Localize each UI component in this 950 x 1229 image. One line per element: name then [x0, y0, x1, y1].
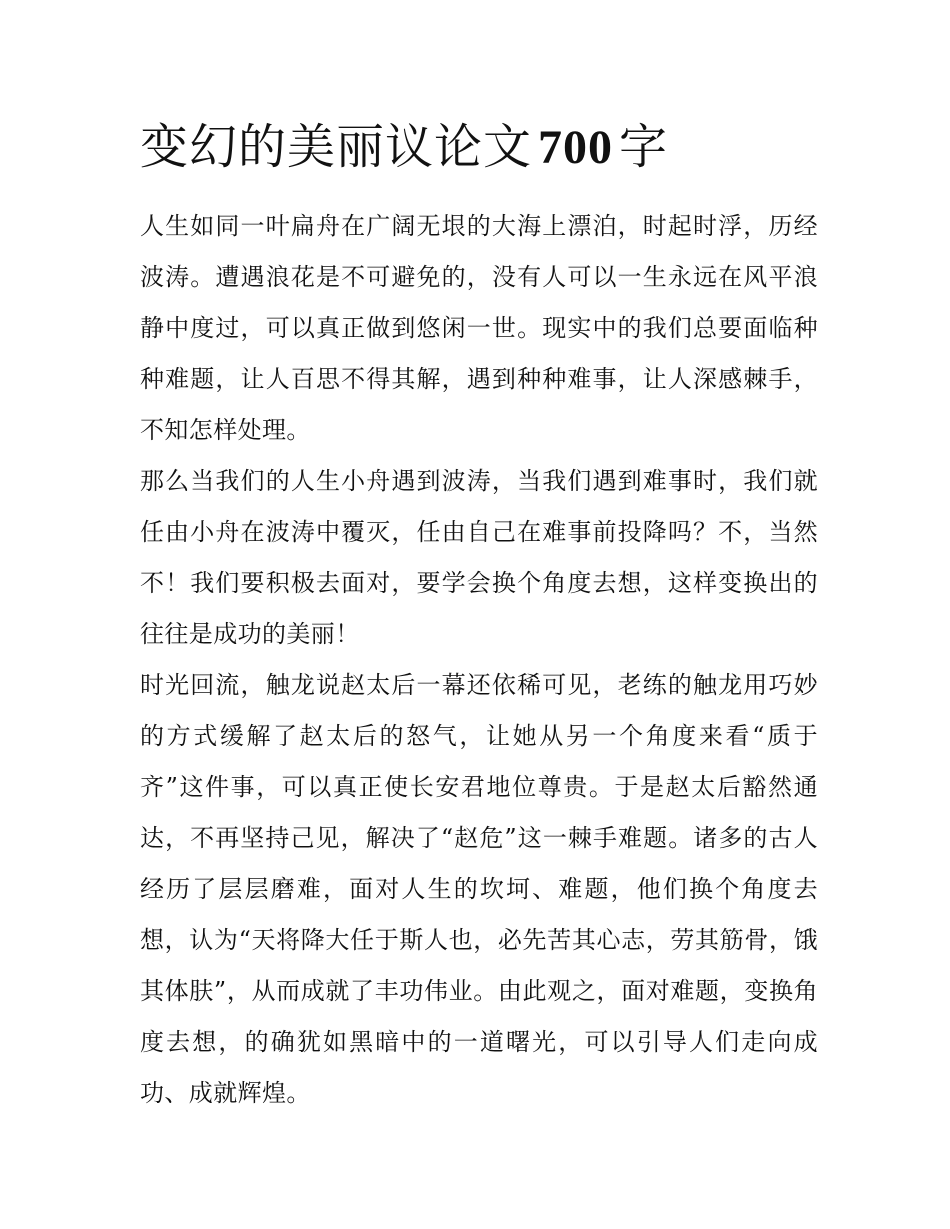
paragraph-1: 人生如同一叶扁舟在广阔无垠的大海上漂泊，时起时浮，历经波涛。遭遇浪花是不可避免的，没有人可以一生永远在风平浪静中度过，可以真正做到悠闲一世。现实中的我们总要面临种种难题，让人百思不得其解，遇到种种难事，让人深感棘手，不知怎样处理。 [140, 212, 818, 444]
title-number: 700 [538, 121, 614, 174]
paragraph-2: 那么当我们的人生小舟遇到波涛，当我们遇到难事时，我们就任由小舟在波涛中覆灭，任由自己在难事前投降吗？不，当然不！我们要积极去面对，要学会换个角度去想，这样变换出的往往是成功的美丽！ [140, 467, 818, 648]
document-title [140, 112, 818, 183]
title-suffix: 字 [619, 119, 669, 175]
document-page [140, 112, 818, 1119]
title-text: 变幻的美丽议论文 [140, 119, 533, 175]
paragraph-3: 时光回流，触龙说赵太后一幕还依稀可见，老练的触龙用巧妙的方式缓解了赵太后的怒气，让她从另一个角度来看“质于齐”这件事，可以真正使长安君地位尊贵。于是赵太后豁然通达，不再坚持己见，解决了“赵危”这一棘手难题。诸多的古人经历了层层磨难，面对人生的坎坷、难题，他们换个角度去想，认为“天将降大任于斯人也，必先苦其心志，劳其筋骨，饿其体肤”，从而成就了丰功伟业。由此观之，面对难题，变换角度去想，的确犹如黑暗中的一道曙光，可以引导人们走向成功、成就辉煌。 [140, 671, 818, 1107]
